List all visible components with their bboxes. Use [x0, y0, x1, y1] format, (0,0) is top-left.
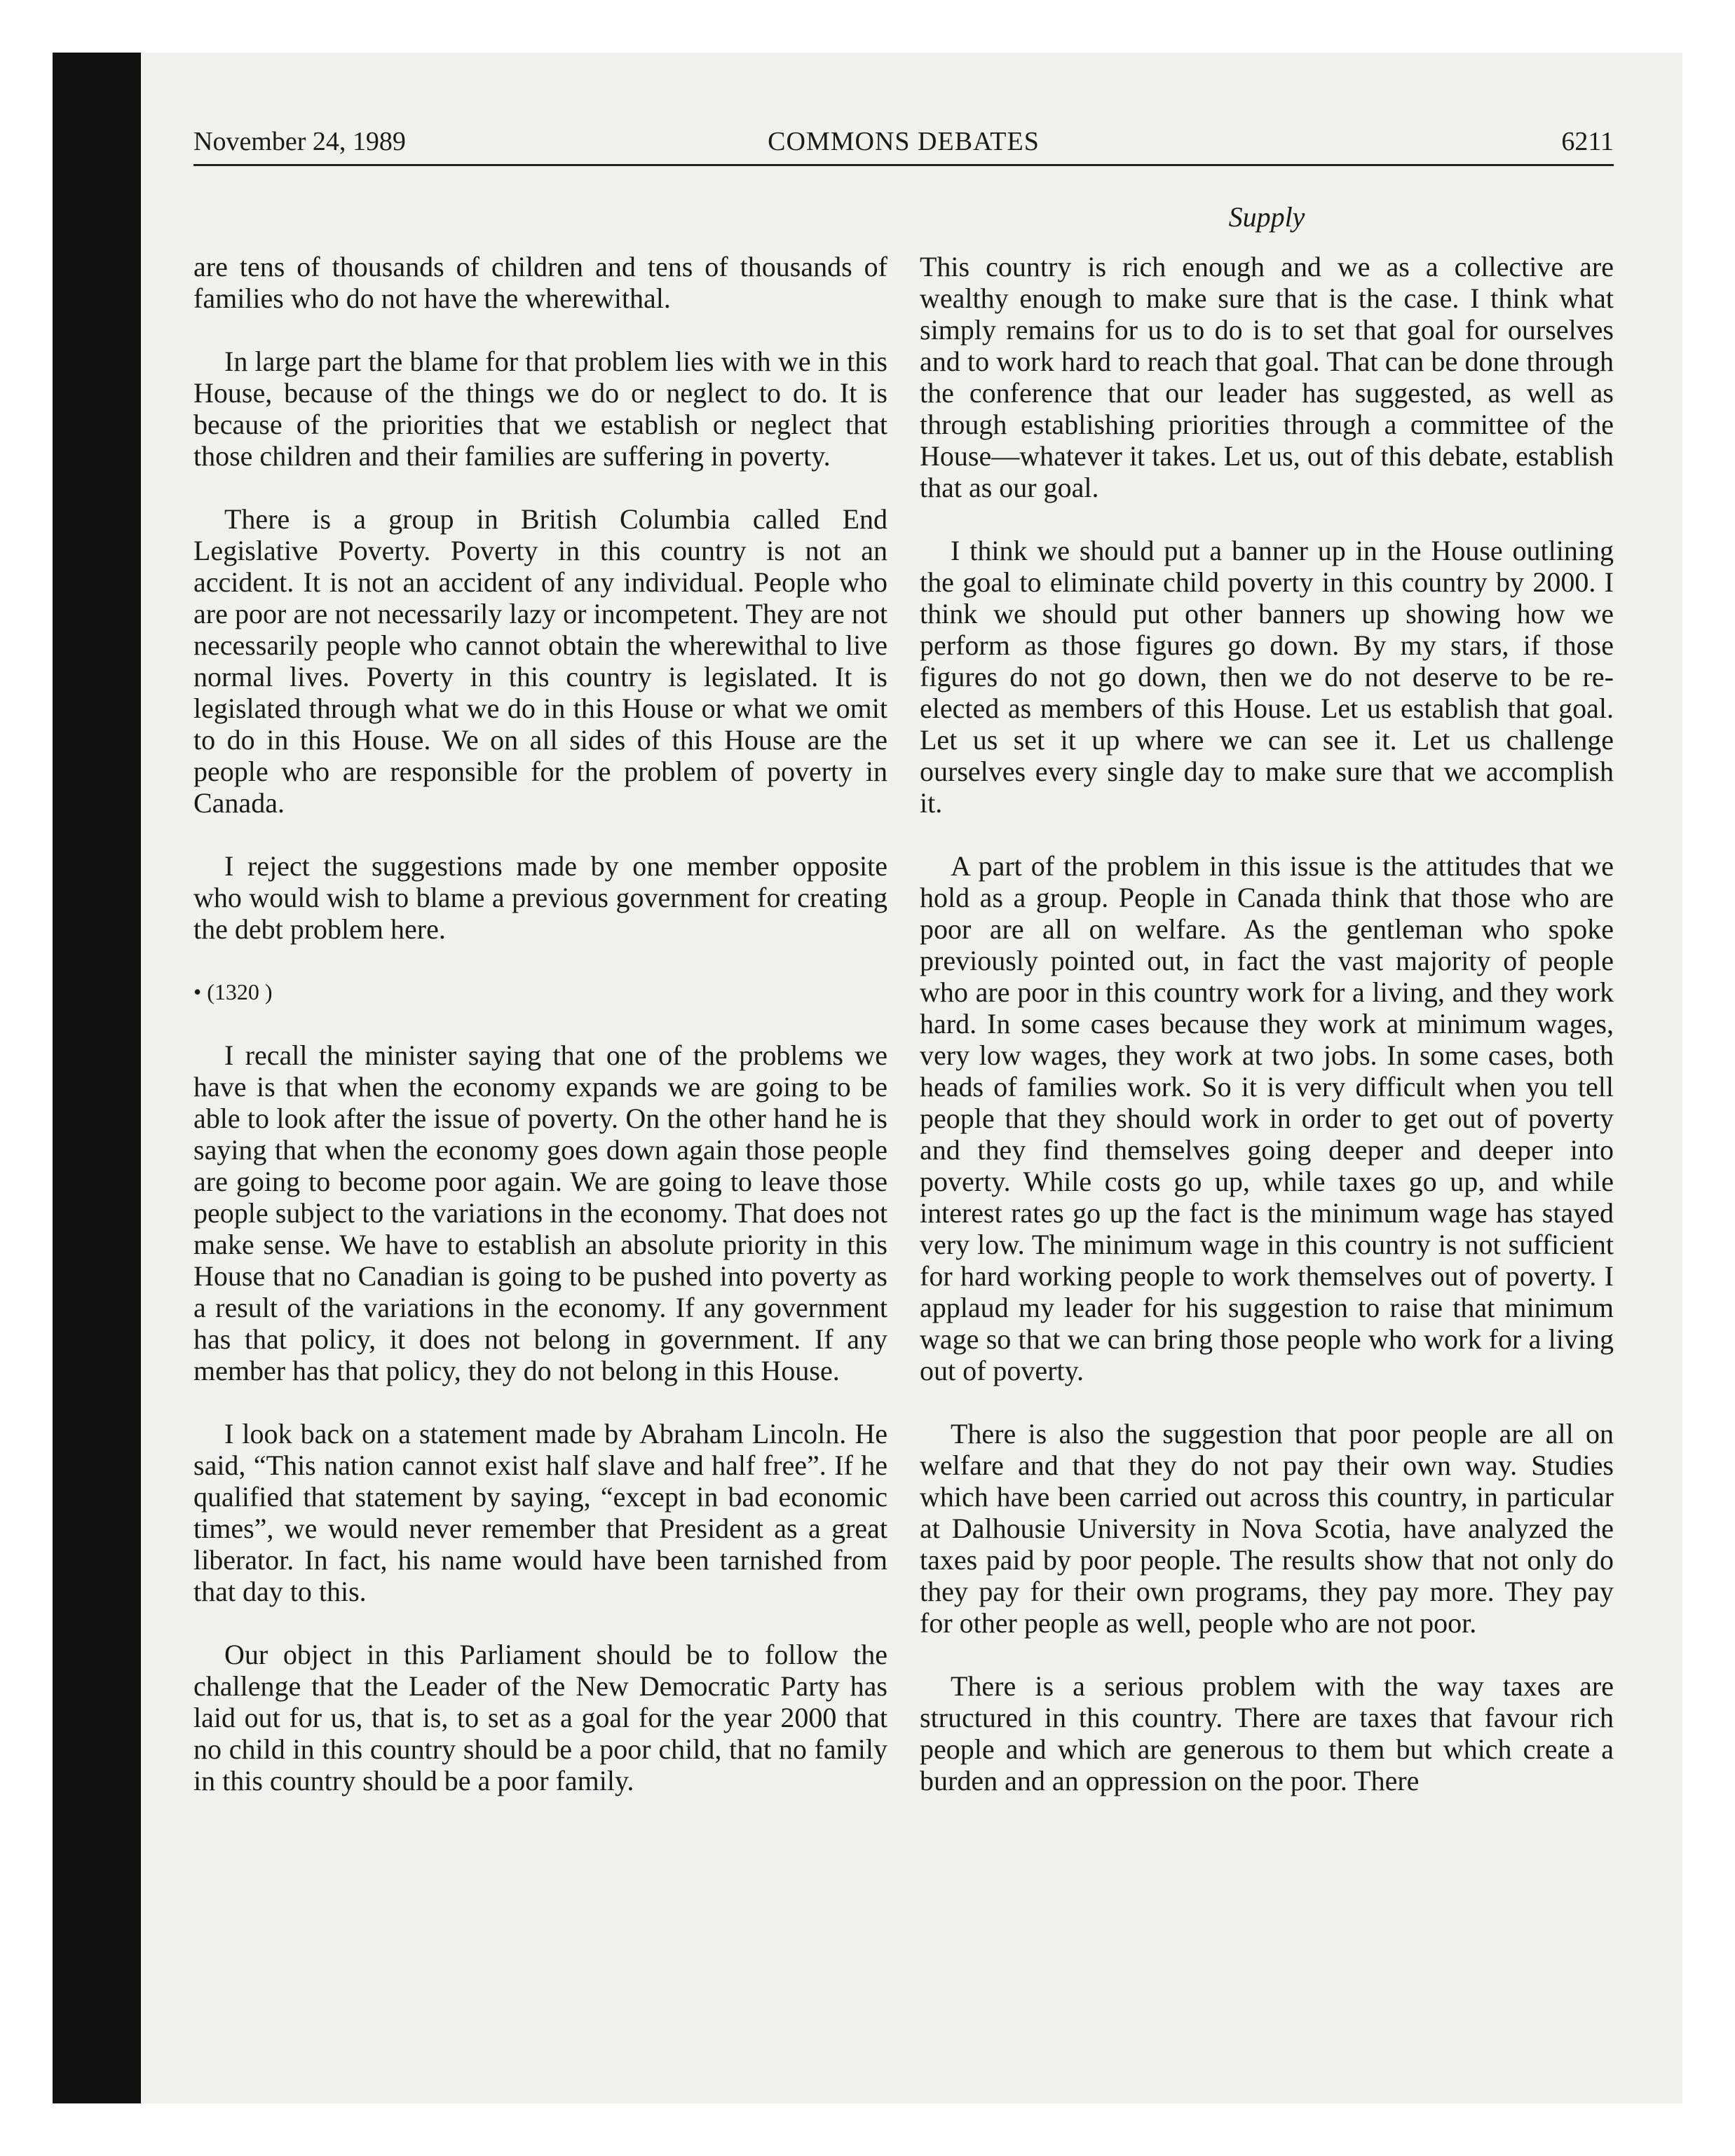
paragraph: This country is rich enough and we as a collective are wealthy enough to make sure that is the case. I think what simply remains for us to do is to set that goal for ourselves and to work hard to reach that goal. That can be done through the conference that our leader has suggested, as well as through establishing priorities through a committee of the House—whatever it takes. Let us, out of this debate, establish that as our goal. — [920, 251, 1614, 503]
right-column — [920, 251, 1614, 1828]
paragraph: There is a serious problem with the way taxes are structured in this country. There are taxes that favour rich people and which are generous to them but which create a burden and an oppression on the poor. There — [920, 1670, 1614, 1796]
paragraph: In large part the blame for that problem lies with we in this House, because of the things we do or neglect to do. It is because of the priorities that we establish or neglect that those children and their families are suffering in poverty. — [193, 346, 887, 472]
section-title: Supply — [1228, 201, 1305, 233]
binding-edge — [53, 53, 141, 2103]
paragraph: I look back on a statement made by Abraham Lincoln. He said, “This nation cannot exist half slave and half free”. If he qualified that statement by saying, “except in bad economic times”, we would never remember that President as a great liberator. In fact, his name would have been tarnished from that day to this. — [193, 1418, 887, 1607]
header-date: November 24, 1989 — [193, 127, 406, 156]
running-header — [193, 119, 1614, 166]
page-number: 6211 — [1561, 127, 1614, 156]
header-title: COMMONS DEBATES — [768, 127, 1040, 156]
paragraph: I think we should put a banner up in the House outlining the goal to eliminate child poverty in this country by 2000. I think we should put other banners up showing how we perform as those figures go down. By my stars, if those figures do not go down, then we do not deserve to be re-elected as members of this House. Let us establish that goal. Let us set it up where we can see it. Let us challenge ourselves every single day to make sure that we accomplish it. — [920, 535, 1614, 819]
paragraph: A part of the problem in this issue is the attitudes that we hold as a group. People in Canada think that those who are poor are all on welfare. As the gentleman who spoke previously pointed out, in fact the vast majority of people who are poor in this country work for a living, and they work hard. In some cases because they work at minimum wages, very low wages, they work at two jobs. In some cases, both heads of families work. So it is very difficult when you tell people that they should work in order to get out of poverty and they find themselves going deeper and deeper into poverty. While costs go up, while taxes go up, and while interest rates go up the fact is the minimum wage has stayed very low. The minimum wage in this country is not sufficient for hard working people to work themselves out of poverty. I applaud my leader for his suggestion to raise that minimum wage so that we can bring those people who work for a living out of poverty. — [920, 850, 1614, 1386]
paragraph: Our object in this Parliament should be to follow the challenge that the Leader of the New Democratic Party has laid out for us, that is, to set as a goal for the year 2000 that no child in this country should be a poor child, that no family in this country should be a poor family. — [193, 1639, 887, 1796]
time-marker: • (1320 ) — [193, 979, 273, 1004]
paragraph: I reject the suggestions made by one member opposite who would wish to blame a previous government for creating the debt problem here. — [193, 850, 887, 945]
paragraph: There is a group in British Columbia called End Legislative Poverty. Poverty in this country is not an accident. It is not an accident of any individual. People who are poor are not necessarily lazy or incompetent. They are not necessarily people who cannot obtain the wherewithal to live normal lives. Poverty in this country is legislated. It is legislated through what we do in this House or what we omit to do in this House. We on all sides of this House are the people who are responsible for the problem of poverty in Canada. — [193, 503, 887, 819]
paragraph: are tens of thousands of children and tens of thousands of families who do not have the wherewithal. — [193, 251, 887, 314]
left-column — [193, 251, 887, 1828]
paragraph: I recall the minister saying that one of the problems we have is that when the economy expands we are going to be able to look after the issue of poverty. On the other hand he is saying that when the economy goes down again those people are going to become poor again. We are going to leave those people subject to the variations in the economy. That does not make sense. We have to establish an absolute priority in this House that no Canadian is going to be pushed into poverty as a result of the variations in the economy. If any government has that policy, it does not belong in government. If any member has that policy, they do not belong in this House. — [193, 1039, 887, 1386]
paragraph: There is also the suggestion that poor people are all on welfare and that they do not pay their own way. Studies which have been carried out across this country, in particular at Dalhousie University in Nova Scotia, have analyzed the taxes paid by poor people. The results show that not only do they pay for their own programs, they pay more. They pay for other people as well, people who are not poor. — [920, 1418, 1614, 1639]
